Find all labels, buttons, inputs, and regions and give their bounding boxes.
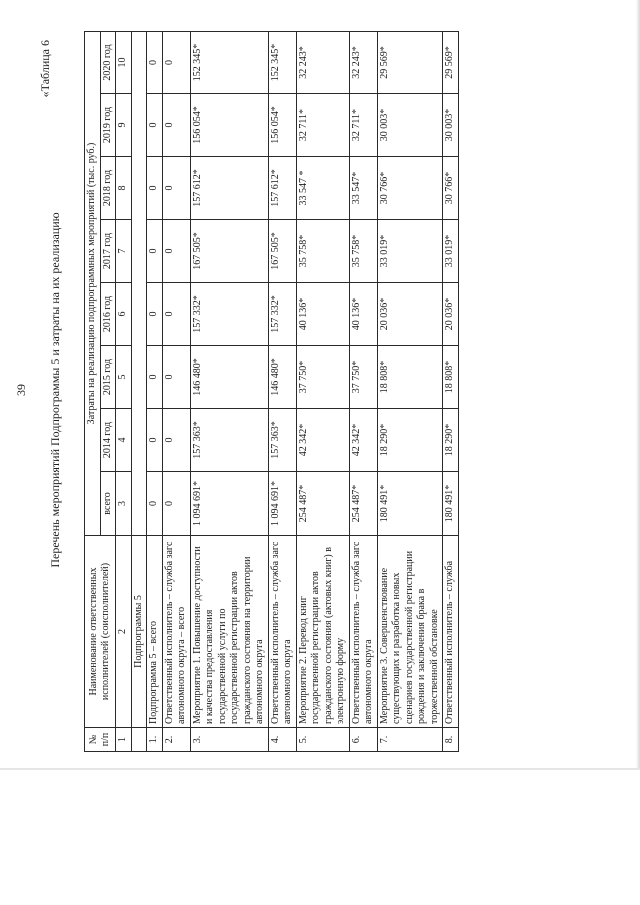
table-body: [147, 31, 459, 751]
row-year-value: 0: [162, 157, 190, 220]
row-name: Мероприятие 3. Совершенствование существующих и разработка новых сценариев государственной регистрации рождения и заключения брака в торжественной обстановке: [377, 536, 443, 728]
header-num: № п/п: [85, 728, 116, 752]
header-year: 2016 год: [100, 283, 116, 346]
column-number: 1: [116, 728, 132, 752]
header-year: 2020 год: [100, 31, 116, 93]
row-year-value: 37 750*: [349, 346, 377, 409]
row-name: Ответственный исполнитель – служба загс автономного округа: [268, 536, 296, 728]
row-year-value: 42 342*: [349, 409, 377, 472]
row-number: 1.: [147, 728, 163, 752]
page-number: 39: [14, 384, 28, 396]
table-row: [147, 31, 163, 751]
row-year-value: 0: [147, 346, 163, 409]
row-year-value: 146 480*: [268, 346, 296, 409]
row-year-value: 33 019*: [443, 220, 459, 283]
column-number: 5: [116, 346, 132, 409]
row-year-value: 32 243*: [349, 31, 377, 93]
row-year-value: 30 003*: [443, 94, 459, 157]
row-year-value: 33 019*: [377, 220, 443, 283]
row-number: 5.: [296, 728, 349, 752]
row-year-value: 37 750*: [296, 346, 349, 409]
costs-table: [84, 31, 459, 752]
row-year-value: 0: [162, 283, 190, 346]
row-year-value: 35 758*: [296, 220, 349, 283]
page-edge: [0, 768, 640, 770]
row-year-value: 32 711*: [296, 94, 349, 157]
row-year-value: 40 136*: [349, 283, 377, 346]
row-number: 6.: [349, 728, 377, 752]
row-total-value: 1 094 691*: [268, 472, 296, 536]
column-numbers-row: [116, 31, 132, 751]
row-year-value: 0: [162, 94, 190, 157]
row-name: Ответственный исполнитель – служба: [443, 536, 459, 728]
row-year-value: 20 036*: [443, 283, 459, 346]
document-title: Перечень мероприятий Подпрограммы 5 и затраты на их реализацию: [48, 212, 62, 568]
table-row: [296, 31, 349, 751]
table-row: [162, 31, 190, 751]
row-year-value: 157 612*: [190, 157, 268, 220]
row-year-value: 156 054*: [268, 94, 296, 157]
column-number: 3: [116, 472, 132, 536]
row-year-value: 152 345*: [268, 31, 296, 93]
row-year-value: 18 808*: [443, 346, 459, 409]
row-year-value: 30 766*: [443, 157, 459, 220]
row-year-value: 156 054*: [190, 94, 268, 157]
row-total-value: 1 094 691*: [190, 472, 268, 536]
row-number: 8.: [443, 728, 459, 752]
column-number: 8: [116, 157, 132, 220]
header-costs: Затраты на реализацию подпрограммных мероприятий (тыс. руб.): [85, 31, 101, 535]
row-year-value: 40 136*: [296, 283, 349, 346]
row-year-value: 32 243*: [296, 31, 349, 93]
column-number: 9: [116, 94, 132, 157]
header-year: 2015 год: [100, 346, 116, 409]
row-year-value: 157 332*: [268, 283, 296, 346]
column-number: 7: [116, 220, 132, 283]
row-year-value: 157 612*: [268, 157, 296, 220]
row-year-value: 29 569*: [443, 31, 459, 93]
row-year-value: 167 505*: [190, 220, 268, 283]
row-total-value: 0: [162, 472, 190, 536]
row-name: Мероприятие 2. Перевод книг государственной регистрации актов гражданского состояния (актовых книг) в электронную форму: [296, 536, 349, 728]
rotated-sheet: [8, 20, 508, 760]
row-year-value: 0: [147, 157, 163, 220]
row-year-value: 20 036*: [377, 283, 443, 346]
row-number: 3.: [190, 728, 268, 752]
row-year-value: 0: [162, 346, 190, 409]
row-year-value: 30 766*: [377, 157, 443, 220]
row-number: 2.: [162, 728, 190, 752]
row-year-value: 0: [162, 220, 190, 283]
row-year-value: 30 003*: [377, 94, 443, 157]
header-year: 2018 год: [100, 157, 116, 220]
table-row: [268, 31, 296, 751]
column-number: 2: [116, 536, 132, 728]
row-year-value: 29 569*: [377, 31, 443, 93]
section-row: [131, 31, 147, 751]
table-label: «Таблица 6: [38, 40, 52, 98]
row-total-value: 0: [147, 472, 163, 536]
row-name: Мероприятие 1. Повышение доступности и качества предоставления государственной услуги по государственной регистрации актов гражданского состояния на территории автономного округа: [190, 536, 268, 728]
row-year-value: 18 290*: [443, 409, 459, 472]
row-year-value: 18 290*: [377, 409, 443, 472]
row-total-value: 180 491*: [377, 472, 443, 536]
row-year-value: 0: [147, 220, 163, 283]
column-number: 6: [116, 283, 132, 346]
row-year-value: 167 505*: [268, 220, 296, 283]
row-year-value: 33 547*: [349, 157, 377, 220]
header-total: всего: [100, 472, 116, 536]
row-year-value: 0: [147, 283, 163, 346]
row-year-value: 0: [162, 31, 190, 93]
header-year: 2014 год: [100, 409, 116, 472]
row-year-value: 0: [147, 31, 163, 93]
row-name: Подпрограмма 5 – всего: [147, 536, 163, 728]
row-number: 7.: [377, 728, 443, 752]
row-year-value: 33 547 *: [296, 157, 349, 220]
table-row: [349, 31, 377, 751]
header-name: Наименование ответственных исполнителей (соисполнителей): [85, 536, 116, 728]
header-year: 2017 год: [100, 220, 116, 283]
row-name: Ответственный исполнитель – служба загс автономного округа – всего: [162, 536, 190, 728]
table-row: [377, 31, 443, 751]
column-number: 10: [116, 31, 132, 93]
row-year-value: 157 363*: [268, 409, 296, 472]
table-row: [190, 31, 268, 751]
row-total-value: 254 487*: [296, 472, 349, 536]
row-year-value: 0: [147, 409, 163, 472]
table-row: [443, 31, 459, 751]
row-name: Ответственный исполнитель – служба загс автономного округа: [349, 536, 377, 728]
row-year-value: 35 758*: [349, 220, 377, 283]
row-year-value: 42 342*: [296, 409, 349, 472]
row-total-value: 254 487*: [349, 472, 377, 536]
row-year-value: 32 711*: [349, 94, 377, 157]
row-year-value: 0: [147, 94, 163, 157]
column-number: 4: [116, 409, 132, 472]
scan-edge-shadow: [636, 0, 640, 770]
row-year-value: 18 808*: [377, 346, 443, 409]
section-title: Подпрограммы 5: [131, 536, 147, 728]
row-year-value: 157 363*: [190, 409, 268, 472]
row-year-value: 146 480*: [190, 346, 268, 409]
row-year-value: 157 332*: [190, 283, 268, 346]
row-total-value: 180 491*: [443, 472, 459, 536]
row-number: 4.: [268, 728, 296, 752]
header-year: 2019 год: [100, 94, 116, 157]
row-year-value: 0: [162, 409, 190, 472]
row-year-value: 152 345*: [190, 31, 268, 93]
